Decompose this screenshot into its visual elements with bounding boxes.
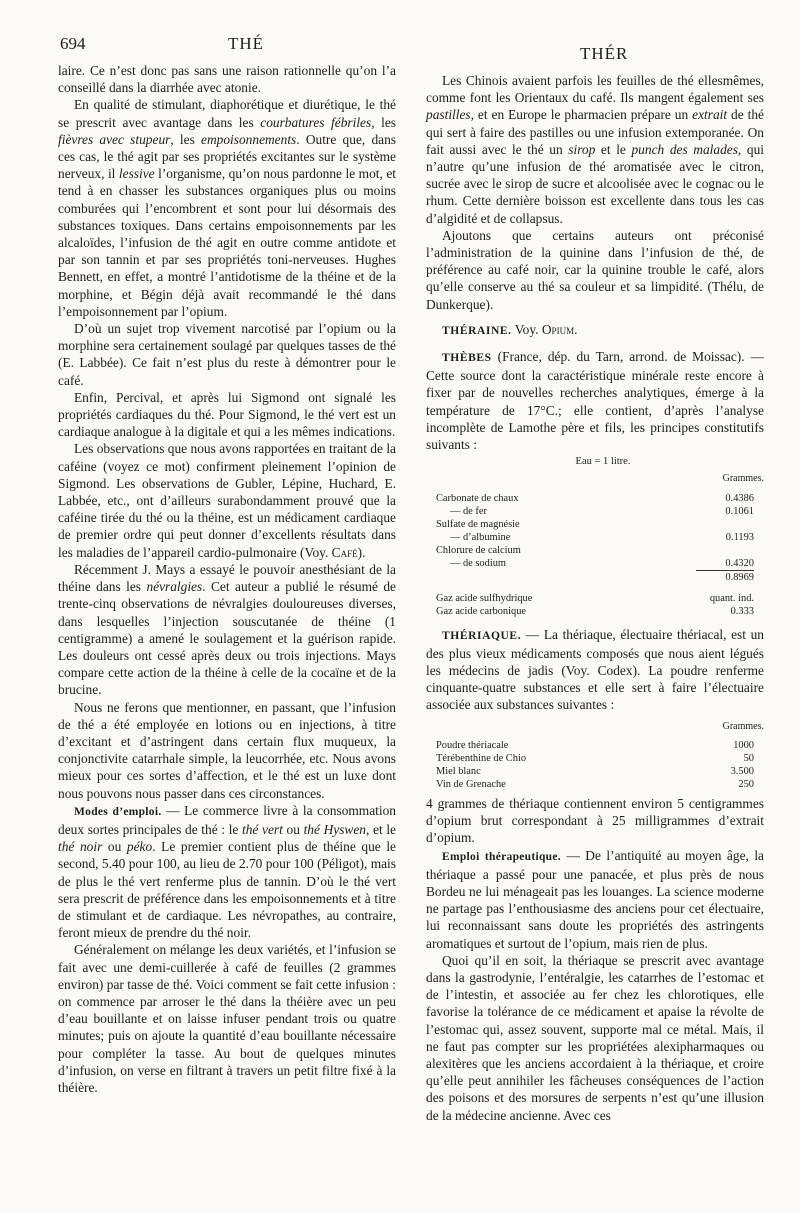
text-run: En qualité de stimulant, diaphorétique et diurétique, le thé se prescrit avec avantage dans les (58, 97, 396, 130)
text-run: — La thériaque, électuaire thériacal, est un des plus vieux médicaments composés que nous aient légués les médecins de jadis (Voy. Codex). La poudre renferme cinquante-quatre substances et elle sert à faire l’électuaire associée aux substances suivantes : (426, 626, 764, 713)
table-row (436, 492, 754, 505)
text-run: thé Hyswen (303, 821, 366, 837)
text-run: fièvres avec stupeur (58, 131, 171, 147)
text-run: et le (595, 141, 632, 157)
text-run: thé noir (58, 839, 103, 855)
table-row (436, 605, 754, 618)
text-run: 0.8969 (696, 570, 754, 584)
text-run: — De l’antiquité au moyen âge, la thériaque a passé pour une panacée, et plus près de nous Bordeu ne lui ménageait pas les louanges. La science moderne ne partage pas l’enthousiasme des anciens pour cet électuaire, lui reconnaissant sans doute les propriétés des astringents aromatiques et surtout de l’opium, mais rien de plus. (426, 847, 764, 951)
text-run: Miel blanc (436, 765, 481, 777)
text-run: 1000 (733, 739, 754, 751)
text-run: Carbonate de chaux (436, 492, 519, 504)
paragraph (58, 561, 396, 699)
text-run: punch des malades (631, 141, 738, 157)
entry-heading: THÈBES (442, 352, 492, 365)
text-run: lessive (118, 166, 155, 182)
paragraph (58, 802, 396, 942)
text-run: Voy. (511, 321, 542, 337)
text-run: Chlorure de calcium (436, 544, 521, 556)
table-row (436, 765, 754, 778)
text-run: extrait (692, 107, 728, 123)
text-run: de thé qui sert à faire des pastilles ou une infusion extemporanée. On fait aussi avec le thé un (426, 107, 764, 157)
text-run: , et le (366, 821, 396, 837)
text-run: Opium (541, 321, 575, 337)
text-run: , les (170, 131, 202, 147)
table-row (436, 778, 754, 791)
text-run: Gaz acide carbonique (436, 605, 526, 617)
text-run: quant. ind. (709, 592, 754, 604)
text-run: l’organisme, qu’on nous pardonne le mot, et tend à en chasser les substances organiques plus ou moins comburées qui l’encombrent et sont pour lui désormais des substances toxiques. Dans certains empoisonnements par les alcaloïdes, l’infusion de thé agit en outre comme antidote et par son tannin et par ses propriétés toni-nerveuses. Hughes Bennett, en effet, a montré l’antidotisme de la théine et de la morphine, et Bégin déjà avait recommandé le thé dans l’empoisonnement par l’opium. (58, 166, 396, 319)
text-run: pastilles (426, 107, 471, 123)
text-run: 0.4386 (725, 492, 754, 504)
recipe-table (436, 739, 754, 791)
text-run: (France, dép. du Tarn, arrond. de Moissac). — Cette source dont la caractéristique minérale reste encore à fixer par de nouvelles recherches analytiques, émerge à la température de 17°C.; elle contient, d’après l’analyse incomplète de Lamothe père et fils, les principes constitutifs suivants : (426, 349, 764, 453)
right-column (426, 72, 764, 1124)
recipe-unit: Grammes. (722, 720, 764, 732)
text-run: Gaz acide sulfhydrique (436, 592, 533, 604)
paragraph: Ajoutons que certains auteurs ont préconisé l’administration de la quinine dans l’infusion de thé, de préférence au café noir, car la quinine trouble le café, alors qu’elle conserve au thé sa couleur et sa limpidité. (Thélu, de Dunkerque). (426, 227, 764, 312)
text-run: — d’albumine (450, 531, 511, 543)
text-run: 0.4320 (725, 557, 754, 569)
text-run (696, 518, 754, 531)
text-run: 0.333 (730, 605, 754, 617)
text-run: Vin de Grenache (436, 778, 506, 790)
text-run: 3.500 (730, 765, 754, 777)
text-run: Poudre thériacale (436, 739, 509, 751)
table-row (436, 531, 754, 544)
left-column (58, 62, 396, 1096)
entry-heading: THÉRIAQUE. (442, 629, 522, 642)
text-run: 50 (743, 752, 754, 764)
text-run: courbatures fébriles (260, 114, 372, 130)
text-run: — Le commerce livre à la consommation deux sortes principales de thé : le (58, 802, 396, 837)
text-run (696, 544, 754, 557)
text-run: , les (371, 114, 397, 130)
entry-thebes (426, 348, 764, 453)
text-run: névralgies (146, 579, 203, 595)
paragraph: Généralement on mélange les deux variétés, et l’infusion se fait avec une demi-cuillerée à café de feuilles (2 grammes environ) par tasse de thé. Voici comment se fait cette infusion : on commence par arroser le thé dans la théière avec un peu d’eau bouillante et on laisse infuser pendant trois ou quatre minutes; puis on ajoute la quantité d’eau bouillante nécessaire pour compléter la tasse. Au bout de quelques minutes d’infusion, on verse en filtrant à travers un petit filtre fixé à la théière. (58, 942, 396, 1095)
paragraph (58, 96, 396, 320)
paragraph: 4 grammes de thériaque contiennent environ 5 centigrammes d’opium brut correspondant à 25 milligrammes d’extrait d’opium. (426, 795, 764, 846)
paragraph: Quoi qu’il en soit, la thériaque se prescrit avec avantage dans la gastrodynie, l’entéralgie, les catarrhes de l’estomac et de l’intestin, et associée au fer chez les chlorotiques, elle favorise la tolérance de ce médicament et apaise la révolte de l’estomac qui, assez souvent, supporte mal ce métal. Mais, il ne faut pas compter sur les propriétées alexipharmaques ou alexitères que les anciens accordaient à la thériaque, et croire qu’elle peut annihiler les fâcheuses conséquences de l’action des poisons et des morsures de serpents n’est qu’une illusion de la médecine ancienne. Avec ces (426, 952, 764, 1123)
text-run: . Le premier contient plus de théine que le second, 5.40 pour 100, au lieu de 2.70 pour 100 (Péligot), mais de plus le thé vert renferme plus de tannin. D’où le thé vert sera prescrit de préférence dans les empoisonnements et à titre de stimulant et de cardiaque. Les névropathes, au contraire, feront mieux de prendre du thé noir. (58, 839, 397, 941)
table-row (436, 592, 754, 605)
text-run: péko (126, 839, 153, 855)
text-run: . Cet auteur a publié le résumé de trente-cinq observations de névralgies douloureuses diverses, dans lesquelles l’injection souscutanée de théine (1 centigramme) a amené le soulagement et la guérison rapide. Les douleurs ont cessé après deux ou trois injections. Mays compare cette action de la théine à celle de la cocaïne et de la brucine. (58, 579, 397, 698)
water-analysis-table (436, 492, 754, 618)
text-run: ou (102, 839, 127, 855)
text-run: — de sodium (450, 557, 506, 569)
water-unit: Grammes. (722, 473, 764, 485)
text-run: Les Chinois avaient parfois les feuilles de thé ellesmêmes, comme font les Orientaux du café. Ils mangent également ses (426, 73, 764, 106)
text-run: 250 (738, 778, 754, 790)
paragraph: Nous ne ferons que mentionner, en passant, que l’infusion de thé a été employée en lotions ou en injections, à titre d’excitant et d’astringent dans certain flux muqueux, la conjonctivite catarrhale simple, la leucorrhée, etc. Nous avons mieux pour ces sortes d’affection, et le thé est un luxe dont nous pouvons nous passer dans ces circonstances. (58, 699, 396, 801)
text-run: , qui n’autre qu’une infusion de thé aromatisée avec le citron, sucrée avec le sirop de sucre et alcoolisée avec le cognac ou le rhum. Cette dernière boisson est excellente dans tous les cas d’algidité et de collapsus. (426, 141, 764, 226)
paragraph (58, 440, 396, 560)
text-run: thé vert (242, 821, 283, 837)
paragraph: Enfin, Percival, et après lui Sigmond ont signalé les propriétés cardiaques du thé. Pour Sigmond, le thé vert est un cardiaque analogue à la digitale et qui a les mêmes indications. (58, 389, 396, 440)
paragraph: laire. Ce n’est donc pas sans une raison rationnelle qu’on l’a conseillé dans la diarrhée avec atonie. (58, 63, 396, 96)
table-row (436, 518, 754, 531)
text-run: Térébenthine de Chio (436, 752, 527, 764)
paragraph: D’où un sujet trop vivement narcotisé par l’opium ou la morphine sera certainement soulagé par quelques tasses de thé (E. Labbée). Ce fait n’est plus du reste à démontrer pour le café. (58, 321, 396, 388)
entry-heading: THÉRAINE. (442, 324, 512, 337)
table-total-row (436, 570, 754, 584)
paragraph (426, 72, 764, 227)
text-run: ). (357, 544, 366, 560)
entry-theraine (426, 321, 764, 340)
text-run: sirop (568, 141, 596, 157)
section-heading: Emploi thérapeutique. (442, 850, 561, 863)
text-run: Sulfate de magnésie (436, 518, 520, 530)
text-run: ou (282, 821, 304, 837)
text-run: 0.1193 (725, 531, 754, 543)
page-number: 694 (60, 34, 86, 53)
table-row (436, 544, 754, 557)
text-run: , et en Europe le pharmacien prépare un (470, 107, 693, 123)
table-row (436, 752, 754, 765)
text-run: . Outre que, dans ces cas, le thé agit par ses propriétés excitantes sur le système nerveux, il (58, 131, 397, 182)
text-run: Récemment J. Mays a essayé le pouvoir anesthésiant de la théine dans les (58, 561, 396, 595)
table-row (436, 505, 754, 518)
table-row (436, 739, 754, 752)
running-head-left: THÉ (228, 34, 265, 53)
text-run: Café (331, 544, 358, 560)
text-run: Les observations que nous avons rapportées en traitant de la caféine (voyez ce mot) confirment pleinement l’opinion de Sigmond. Les observations de Gubler, Lépine, Huchard, E. Labbée, etc., ont d’ailleurs surabondamment prouvé que la caféine tirée du thé ou la théine, est un médicament cardiaque de premier ordre qui peut donner d’excellents résultats dans les maladies de l’appareil cardio-pulmonaire (Voy. (58, 441, 396, 560)
text-run: — de fer (450, 505, 487, 517)
entry-theriaque (426, 626, 764, 714)
table-row (436, 557, 754, 571)
text-run: 0.1061 (725, 505, 754, 517)
text-run: empoisonnements (201, 131, 297, 147)
text-run: . (574, 321, 578, 337)
paragraph (426, 847, 764, 952)
water-analysis-label: Eau = 1 litre. (575, 456, 631, 468)
section-heading: Modes d’emploi. (74, 805, 162, 818)
running-head-right: THÉR (580, 44, 629, 63)
